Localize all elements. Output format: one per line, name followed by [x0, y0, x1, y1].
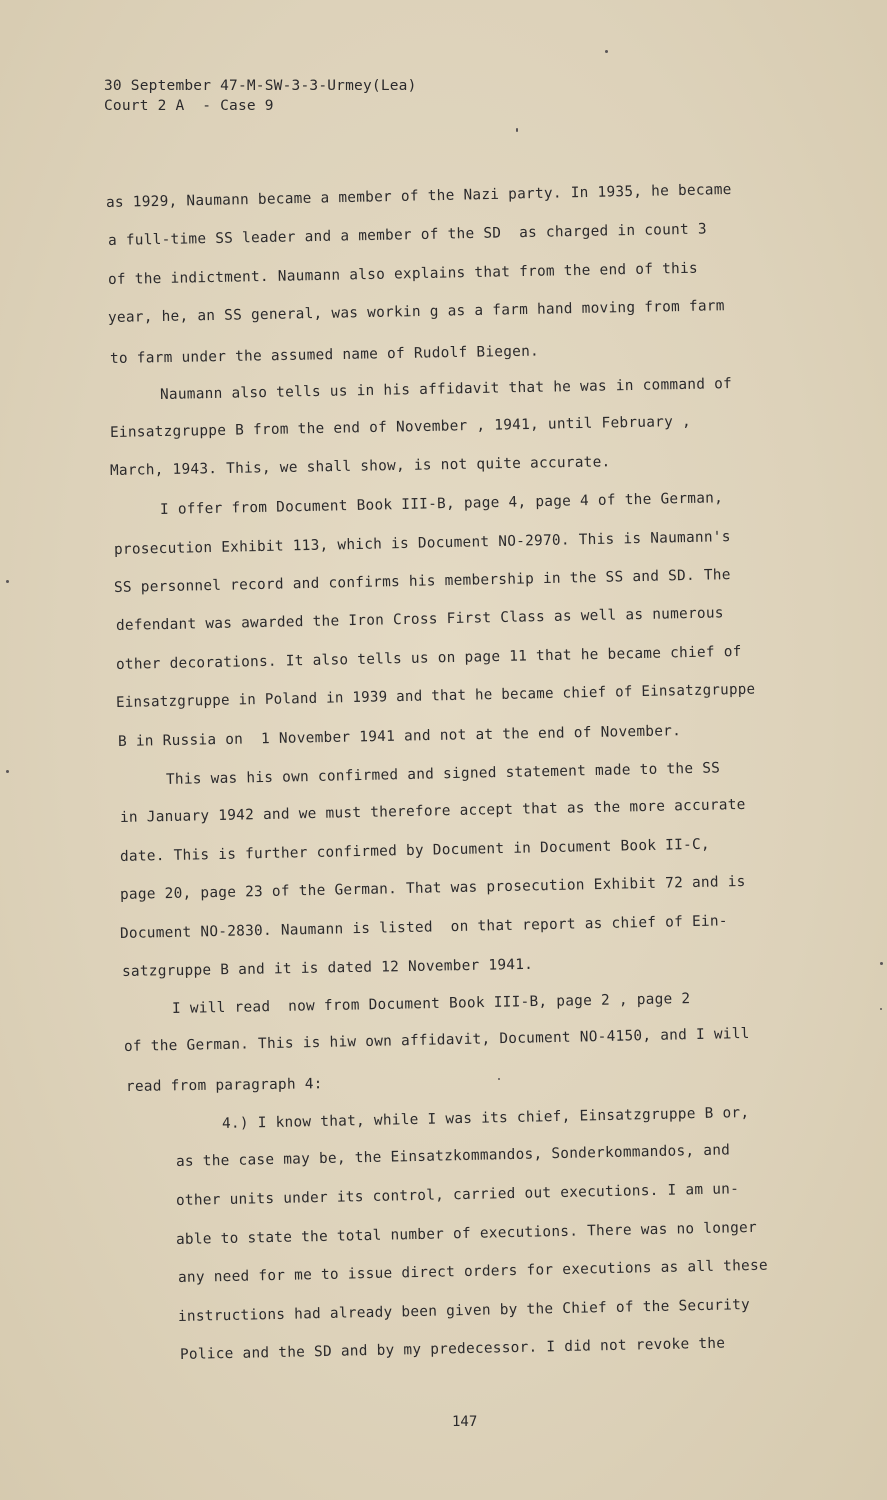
header-line-2: Court 2 A - Case 9	[104, 98, 274, 114]
body-line: other decorations. It also tells us on page 11 that he became chief of	[115, 643, 742, 673]
body-line: prosecution Exhibit 113, which is Document NO-2970. This is Naumann's	[113, 529, 731, 558]
body-line: SS personnel record and confirms his membership in the SS and SD. The	[113, 567, 731, 596]
paper-speck	[880, 1008, 882, 1010]
quoted-line: Police and the SD and by my predecessor. I did not revoke the	[179, 1335, 726, 1363]
body-line: of the German. This is hiw own affidavit, Document NO-4150, and I will	[123, 1025, 750, 1055]
body-line: of the indictment. Naumann also explains that from the end of this	[107, 260, 699, 288]
body-line: to farm under the assumed name of Rudolf Biegen.	[109, 343, 540, 367]
body-line: Einsatzgruppe in Poland in 1939 and that he became chief of Einsatzgruppe	[115, 681, 756, 711]
body-line: date. This is further confirmed by Document in Document Book II-C,	[119, 836, 711, 865]
paper-speck	[6, 770, 9, 773]
paper-speck	[880, 962, 883, 965]
body-line: a full-time SS leader and a member of the SD as charged in count 3	[107, 221, 707, 249]
body-line: I offer from Document Book III-B, page 4, page 4 of the German,	[159, 490, 724, 518]
page-number: 147	[452, 1414, 478, 1430]
body-line: page 20, page 23 of the German. That was prosecution Exhibit 72 and is	[119, 873, 746, 903]
paper-speck	[605, 50, 608, 53]
body-line: in January 1942 and we must therefore accept that as the more accurate	[119, 796, 746, 826]
quoted-line: able to state the total number of executions. There was no longer	[175, 1219, 758, 1248]
body-line: satzgruppe B and it is dated 12 November 1941.	[121, 956, 534, 980]
body-line: Naumann also tells us in his affidavit that he was in command of	[159, 376, 733, 403]
paper-speck	[6, 580, 9, 583]
quoted-line: any need for me to issue direct orders for executions as all these	[177, 1257, 769, 1286]
body-line: B in Russia on 1 November 1941 and not at the end of November.	[117, 723, 682, 750]
quoted-line: other units under its control, carried out executions. I am un-	[175, 1181, 740, 1209]
body-line: read from paragraph 4:	[125, 1076, 323, 1095]
body-line: I will read now from Document Book III-B, page 2 , page 2	[171, 991, 691, 1017]
quoted-line: instructions had already been given by the Chief of the Security	[177, 1297, 751, 1325]
quoted-line: as the case may be, the Einsatzkommandos, Sonderkommandos, and	[175, 1142, 731, 1170]
body-line: Einsatzgruppe B from the end of November , 1941, until February ,	[109, 413, 692, 441]
body-line: March, 1943. This, we shall show, is not quite accurate.	[109, 454, 611, 479]
body-line: Document NO-2830. Naumann is listed on that report as chief of Ein-	[119, 913, 728, 942]
body-line: This was his own confirmed and signed statement made to the SS	[165, 760, 721, 788]
paper-speck	[498, 1078, 500, 1080]
header-line-1: 30 September 47-M-SW-3-3-Urmey(Lea)	[104, 78, 417, 94]
body-line: defendant was awarded the Iron Cross First Class as well as numerous	[115, 605, 724, 634]
body-line: year, he, an SS general, was workin g as a farm hand moving from farm	[107, 298, 725, 326]
body-line: as 1929, Naumann became a member of the Nazi party. In 1935, he became	[105, 181, 732, 211]
quoted-line: 4.) I know that, while I was its chief, Einsatzgruppe B or,	[221, 1104, 750, 1132]
paper-speck	[516, 128, 518, 132]
